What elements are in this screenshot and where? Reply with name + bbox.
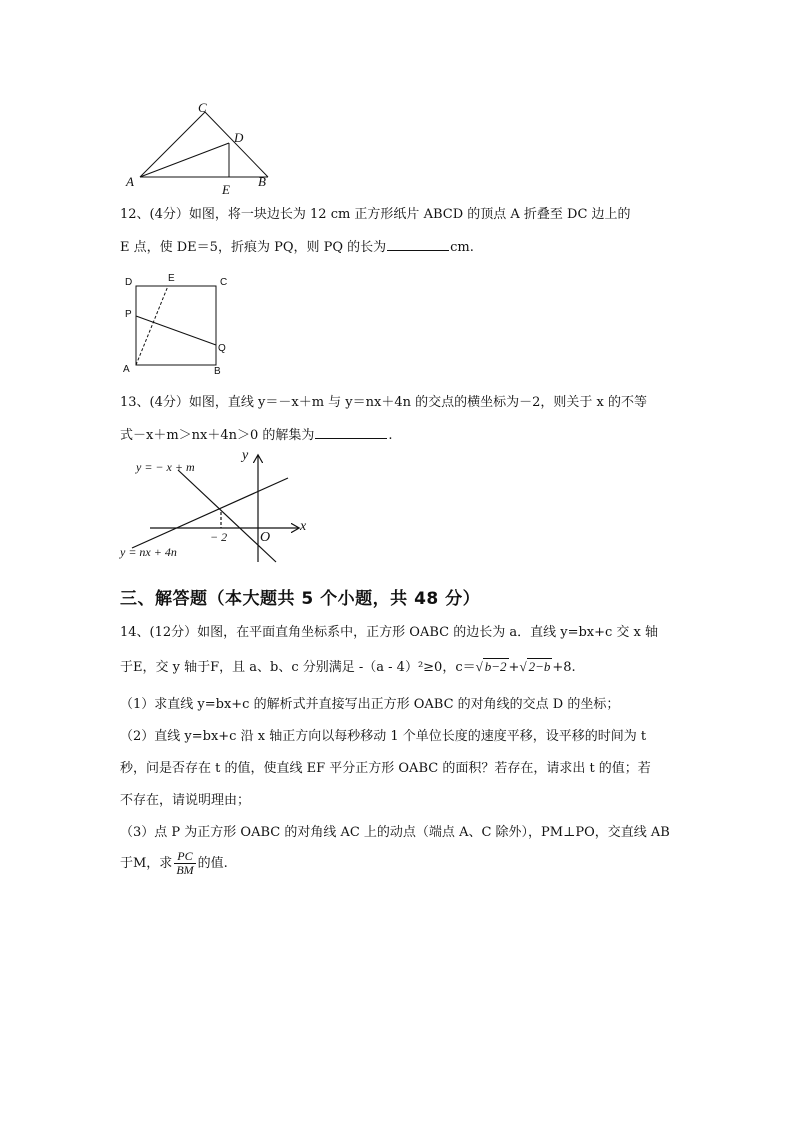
q13-line2 (120, 426, 393, 445)
q14-part2-line3: 不存在，请说明理由； (120, 793, 251, 808)
q14-part3-line2 (120, 850, 228, 878)
q14-part3-end: 的值. (197, 856, 228, 871)
q12-line2-unit: cm. (450, 240, 474, 255)
sqrt-expression-1: √ b−2 (475, 659, 507, 674)
fig13-label-origin: O (260, 530, 271, 545)
q14-part2-line2: 秒，问是否存在 t 的值，使直线 EF 平分正方形 OABC 的面积？若存在，请求出 t 的值；若 (120, 761, 651, 776)
fraction-pc-bm (174, 850, 195, 877)
fig12-label-e: E (168, 273, 175, 284)
q12-line1: 12、(4分）如图，将一块边长为 12 cm 正方形纸片 ABCD 的顶点 A 折叠至 DC 边上的 (120, 207, 631, 222)
q14-line2-end: +8. (552, 660, 576, 675)
section-heading: 三、解答题（本大题共 5 个小题，共 48 分） (120, 589, 481, 609)
fig11-label-e: E (222, 182, 230, 197)
fig11-label-c: C (198, 100, 207, 115)
fig12-label-d: D (125, 277, 133, 288)
fig13-label-yaxis: y (242, 448, 249, 463)
fig13-label-line1: y = − x + m (136, 460, 195, 474)
fig13-label-xaxis: x (300, 519, 307, 534)
q12-line2 (120, 238, 474, 257)
q13-line2-text: 式－x＋m＞nx＋4n＞0 的解集为 (120, 428, 315, 443)
q14-part3-line1: （3）点 P 为正方形 OABC 的对角线 AC 上的动点（端点 A、C 除外），PM⊥PO，交直线 AB (120, 825, 670, 840)
q14-part2-line1: （2）直线 y=bx+c 沿 x 轴正方向以每秒移动 1 个单位长度的速度平移，设平移的时间为 t (120, 729, 647, 744)
q14-part1: （1）求直线 y=bx+c 的解析式并直接写出正方形 OABC 的对角线的交点 D 的坐标； (120, 697, 620, 712)
fig12-label-q: Q (218, 343, 226, 354)
q13-line2-end: . (388, 428, 393, 443)
fig11-label-b: B (258, 174, 266, 189)
q14-part3-text: 于M，求 (120, 856, 173, 871)
q12-line2-text: E 点，使 DE＝5，折痕为 PQ，则 PQ 的长为 (120, 240, 387, 255)
fig13-label-line2: y = nx + 4n (120, 545, 177, 559)
fraction-denominator: BM (176, 863, 194, 877)
fig11-label-a: A (126, 174, 134, 189)
fraction-numerator: PC (174, 850, 195, 864)
q14-line2 (120, 658, 576, 677)
q14-line2-text: 于E，交 y 轴于F，且 a、b、c 分别满足 -（a - 4）²≥0，c＝ (120, 660, 476, 675)
fig12-label-b: B (214, 366, 221, 377)
sqrt-radicand-1: b−2 (484, 659, 507, 674)
q13-line1: 13、(4分）如图，直线 y＝－x＋m 与 y＝nx＋4n 的交点的横坐标为－2，则关于 x 的不等 (120, 395, 647, 410)
fig12-label-c: C (220, 277, 228, 288)
q13-answer-blank[interactable] (315, 426, 387, 439)
fig12-label-a: A (123, 364, 130, 375)
fig13-label-neg2: − 2 (210, 530, 228, 544)
sqrt-radicand-2: 2−b (528, 659, 551, 674)
fig12-label-p: P (125, 309, 132, 320)
sqrt-expression-2: √ 2−b (519, 659, 551, 674)
plus-sign: + (508, 660, 520, 675)
q14-line1: 14、(12分）如图，在平面直角坐标系中，正方形 OABC 的边长为 a．直线 y=bx+c 交 x 轴 (120, 625, 659, 640)
fig11-label-d: D (234, 130, 244, 145)
q12-answer-blank[interactable] (387, 238, 449, 251)
